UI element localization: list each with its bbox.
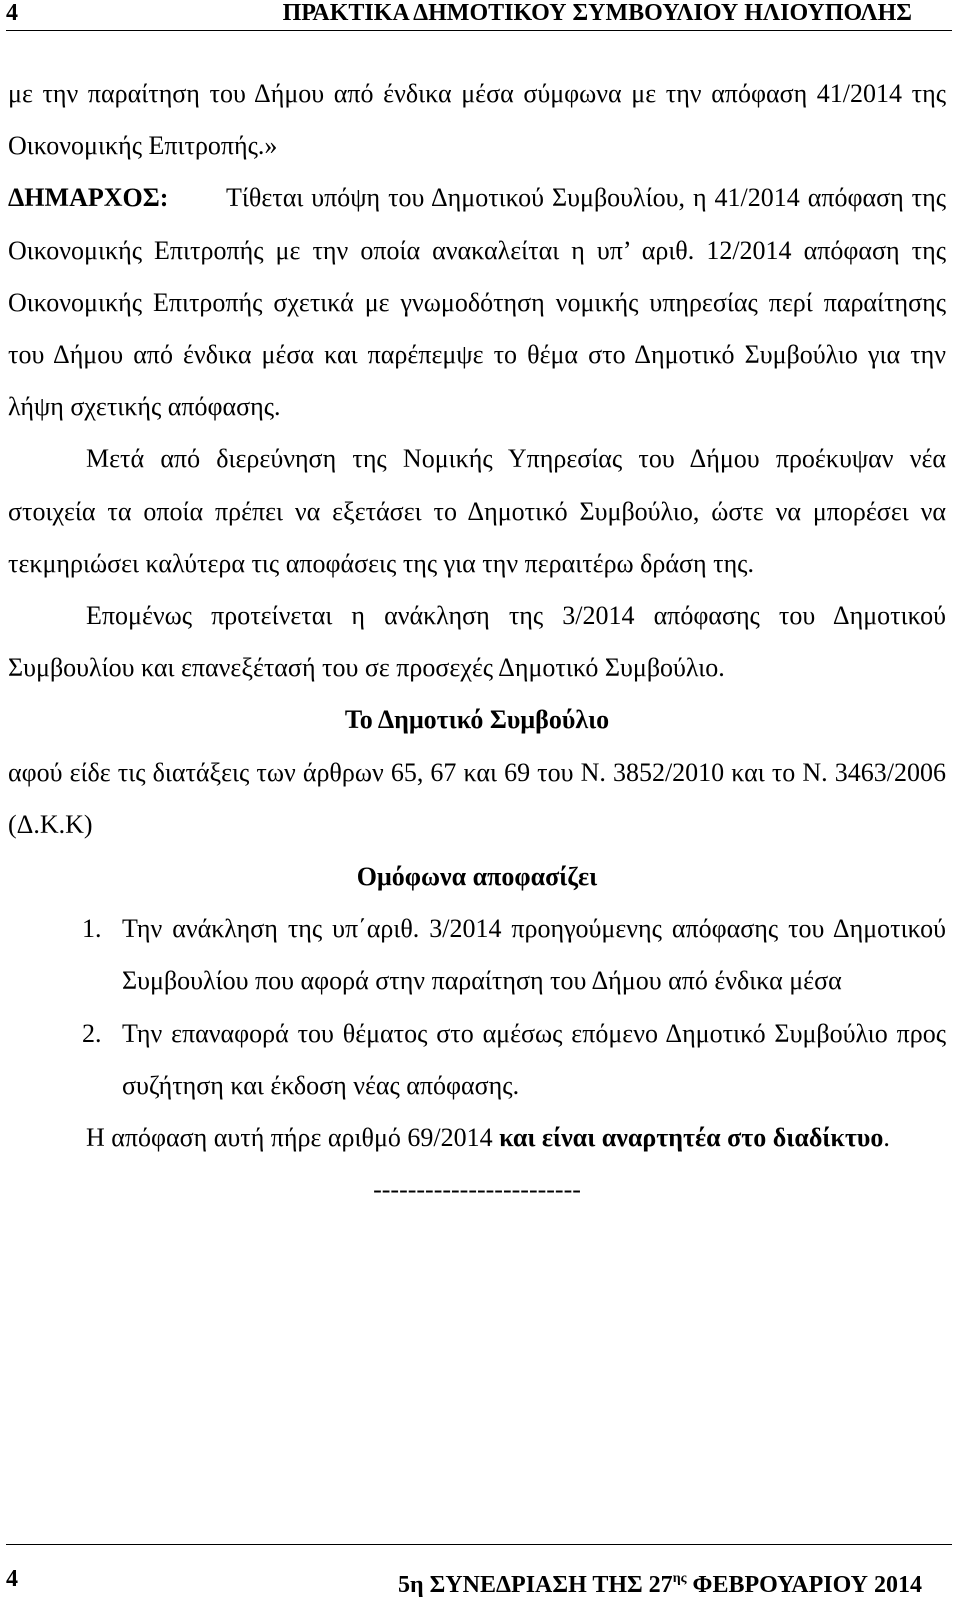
footer-session-suffix: ΦΕΒΡΟΥΑΡΙΟΥ 2014 <box>686 1572 922 1598</box>
paragraph-5: αφού είδε τις διατάξεις των άρθρων 65, 67 και 69 του Ν. 3852/2010 και το Ν. 3463/2006 (Δ.Κ.Κ) <box>8 757 946 839</box>
final-period: . <box>883 1123 890 1153</box>
separator-dashes: ------------------------ <box>373 1175 581 1205</box>
heading-council: Το Δημοτικό Συμβούλιο <box>344 705 610 735</box>
header-title: ΠΡΑΚΤΙΚΑ ΔΗΜΟΤΙΚΟΥ ΣΥΜΒΟΥΛΙΟΥ ΗΛΙΟΥΠΟΛΗΣ <box>282 0 912 26</box>
list-item <box>8 903 946 1007</box>
paragraph-final <box>8 1112 946 1164</box>
heading-decides: Ομόφωνα αποφασίζει <box>356 862 598 892</box>
decision-list <box>8 903 946 1112</box>
document-body <box>8 68 946 1216</box>
list-item-text: Την επαναφορά του θέματος στο αμέσως επόμενο Δημοτικό Συμβούλιο προς συζήτηση και έκδοση νέας απόφασης. <box>122 1018 946 1100</box>
final-bold-text: και είναι αναρτητέα στο διαδίκτυο <box>499 1123 884 1153</box>
final-normal-text: Η απόφαση αυτή πήρε αριθμό 69/2014 <box>86 1123 493 1153</box>
mayor-statement: Τίθεται υπόψη του Δημοτικού Συμβουλίου, η 41/2014 απόφαση της Οικονομικής Επιτροπής με την οποία ανακαλείται η υπ’ αριθ. 12/2014 απόφαση της Οικονομικής Επιτροπής σχετικά με γνωμοδότηση νομικής υπηρεσίας περί παραίτησης του Δήμου από ένδικα μέσα και παρέπεμψε το θέμα στο Δημοτικό Συμβούλιο για την λήψη σχετικής απόφασης. <box>8 183 946 422</box>
list-item-number: 2. <box>82 1018 102 1048</box>
header-divider <box>6 30 952 31</box>
paragraph-4: Επομένως προτείνεται η ανάκληση της 3/2014 απόφασης του Δημοτικού Συμβουλίου και επανεξέτασή του σε προσεχές Δημοτικό Συμβούλιο. <box>8 601 946 683</box>
list-item-text: Την ανάκληση της υπ΄αριθ. 3/2014 προηγούμενης απόφασης του Δημοτικού Συμβουλίου που αφορά στην παραίτηση του Δήμου από ένδικα μέσα <box>122 914 946 996</box>
paragraph-1: με την παραίτηση του Δήμου από ένδικα μέσα σύμφωνα με την απόφαση 41/2014 της Οικονομικής Επιτροπής.» <box>8 79 946 161</box>
paragraph-mayor <box>8 172 946 433</box>
page-header <box>6 0 952 26</box>
list-item <box>8 1008 946 1112</box>
footer-session-prefix: 5η ΣΥΝΕΔΡΙΑΣΗ ΤΗΣ 27 <box>398 1572 673 1598</box>
paragraph-3: Μετά από διερεύνηση της Νομικής Υπηρεσίας του Δήμου προέκυψαν νέα στοιχεία τα οποία πρέπει να εξετάσει το Δημοτικό Συμβούλιο, ώστε να μπορέσει να τεκμηριώσει καλύτερα τις αποφάσεις της για την περαιτέρω δράση της. <box>8 444 946 578</box>
list-item-number: 1. <box>82 914 102 944</box>
page-footer <box>6 1566 952 1598</box>
footer-divider <box>6 1544 952 1545</box>
footer-session <box>398 1566 922 1598</box>
speaker-label: ΔΗΜΑΡΧΟΣ: <box>8 183 169 213</box>
footer-session-sup: ης <box>672 1571 687 1586</box>
footer-page-number: 4 <box>6 1566 18 1592</box>
header-page-number: 4 <box>6 0 18 26</box>
